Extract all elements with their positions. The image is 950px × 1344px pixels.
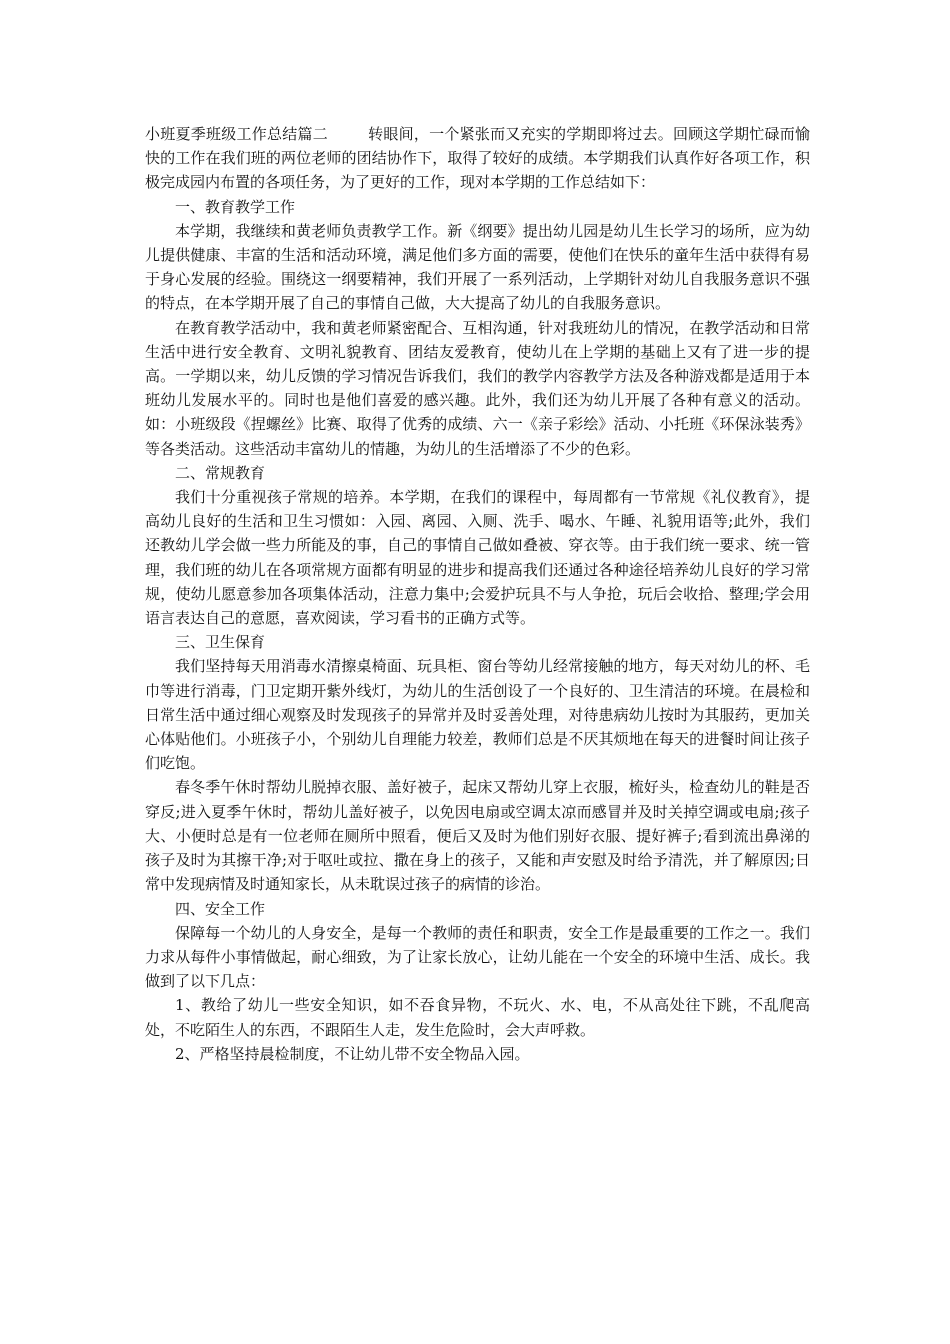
intro-paragraph bbox=[145, 122, 810, 195]
section-heading: 二、常规教育 bbox=[175, 463, 266, 482]
section-paragraph: 我们坚持每天用消毒水清擦桌椅面、玩具柜、窗台等幼儿经常接触的地方，每天对幼儿的杯、毛巾等进行消毒，门卫定期开紫外线灯，为幼儿的生活创设了一个良好的、卫生清洁的环境。在晨检和日常生活中通过细心观察及时发现孩子的异常并及时妥善处理，对待患病幼儿按时为其服药，更加关心体贴他们。小班孩子小，个别幼儿自理能力较差，教师们总是不厌其烦地在每天的进餐时间让孩子们吃饱。 bbox=[145, 657, 810, 773]
list-item: 2、严格坚持晨检制度，不让幼儿带不安全物品入园。 bbox=[175, 1044, 530, 1063]
section-heading: 四、安全工作 bbox=[175, 899, 266, 918]
section-paragraph: 春冬季午休时帮幼儿脱掉衣服、盖好被子，起床又帮幼儿穿上衣服，梳好头，检查幼儿的鞋是否穿反;进入夏季午休时，帮幼儿盖好被子，以免因电扇或空调太凉而感冒并及时关掉空调或电扇;孩子大、小便时总是有一位老师在厕所中照看，便后又及时为他们别好衣服、提好裤子;看到流出鼻涕的孩子及时为其擦干净;对于呕吐或拉、撒在身上的孩子，又能和声安慰及时给予清洗，并了解原因;日常中发现病情及时通知家长，从未耽误过孩子的病情的诊治。 bbox=[145, 778, 810, 894]
title-gap bbox=[328, 125, 368, 143]
section-heading: 三、卫生保育 bbox=[175, 633, 266, 652]
section-paragraph: 保障每一个幼儿的人身安全，是每一个教师的责任和职责，安全工作是最重要的工作之一。我们力求从每件小事情做起，耐心细致，为了让家长放心，让幼儿能在一个安全的环境中生活、成长。我做到了以下几点： bbox=[145, 923, 810, 991]
section-heading: 一、教育教学工作 bbox=[175, 197, 296, 216]
section-paragraph: 我们十分重视孩子常规的培养。本学期，在我们的课程中，每周都有一节常规《礼仪教育》，提高幼儿良好的生活和卫生习惯如：入园、离园、入厕、洗手、喝水、午睡、礼貌用语等;此外，我们还教幼儿学会做一些力所能及的事，自己的事情自己做如叠被、穿衣等。由于我们统一要求、统一管理，我们班的幼儿在各项常规方面都有明显的进步和提高我们还通过各种途径培养幼儿良好的学习常规，使幼儿愿意参加各项集体活动，注意力集中;会爱护玩具不与人争抢，玩后会收拾、整理;学会用语言表达自己的意愿，喜欢阅读，学习看书的正确方式等。 bbox=[145, 488, 810, 628]
section-paragraph: 本学期，我继续和黄老师负责教学工作。新《纲要》提出幼儿园是幼儿生长学习的场所，应为幼儿提供健康、丰富的生活和活动环境，满足他们多方面的需要，使他们在快乐的童年生活中获得有易于身心发展的经验。围绕这一纲要精神，我们开展了一系列活动，上学期针对幼儿自我服务意识不强的特点，在本学期开展了自己的事情自己做，大大提高了幼儿的自我服务意识。 bbox=[145, 221, 810, 313]
document-title: 小班夏季班级工作总结篇二 bbox=[145, 125, 328, 143]
section-paragraph: 在教育教学活动中，我和黄老师紧密配合、互相沟通，针对我班幼儿的情况，在教学活动和日常生活中进行安全教育、文明礼貌教育、团结友爱教育，使幼儿在上学期的基础上又有了进一步的提高。一学期以来，幼儿反馈的学习情况告诉我们，我们的教学内容教学方法及各种游戏都是适用于本班幼儿发展水平的。同时也是他们喜爱的感兴趣。此外，我们还为幼儿开展了各种有意义的活动。如：小班级段《捏螺丝》比赛、取得了优秀的成绩、六一《亲子彩绘》活动、小托班《环保泳装秀》等各类活动。这些活动丰富幼儿的情趣，为幼儿的生活增添了不少的色彩。 bbox=[145, 318, 810, 458]
list-item: 1、教给了幼儿一些安全知识，如不吞食异物，不玩火、水、电，不从高处往下跳，不乱爬高处，不吃陌生人的东西，不跟陌生人走，发生危险时，会大声呼救。 bbox=[145, 996, 810, 1039]
intro-text: 转眼间，一个紧张而又充实的学期即将过去。回顾这学期忙碌而愉快的工作在我们班的两位老师的团结协作下，取得了较好的成绩。本学期我们认真作好各项工作，积极完成园内布置的各项任务，为了更好的工作，现对本学期的工作总结如下： bbox=[145, 125, 810, 192]
document-page bbox=[145, 122, 810, 1066]
